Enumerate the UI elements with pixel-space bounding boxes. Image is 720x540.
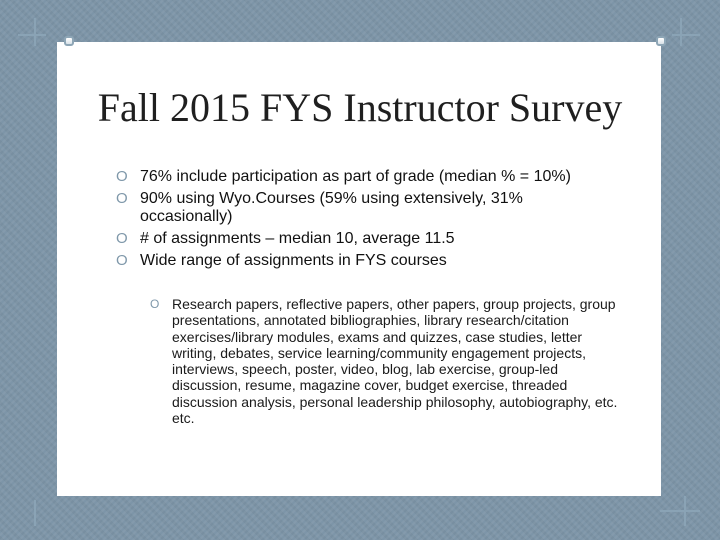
bullet-item bbox=[116, 230, 616, 248]
bullet-marker-icon: O bbox=[116, 168, 128, 185]
pin-icon-top-right bbox=[656, 36, 666, 46]
bullet-text: 90% using Wyo.Courses (59% using extensively, 31% occasionally) bbox=[140, 190, 523, 225]
bullet-item bbox=[116, 190, 616, 226]
corner-line-bottom-right-h bbox=[660, 510, 700, 512]
corner-line-top-left-h bbox=[18, 34, 46, 36]
bullet-list bbox=[116, 168, 616, 274]
bullet-item bbox=[116, 168, 616, 186]
corner-line-top-right-h bbox=[672, 34, 700, 36]
sub-bullet-text: Research papers, reflective papers, other papers, group projects, group presentations, annotated bibliographies, library research/citation exercises/library modules, exams and quizzes, case studies, letter writing, debates, service learning/community engagement projects, interviews, speech, poster, video, blog, lab exercise, group-led discussion, resume, magazine cover, budget exercise, threaded discussion analysis, personal leadership philosophy, autobiography, etc. etc. bbox=[172, 296, 618, 427]
bullet-text: Wide range of assignments in FYS courses bbox=[140, 252, 447, 269]
corner-line-top-left bbox=[34, 18, 36, 46]
bullet-marker-icon: O bbox=[116, 190, 128, 207]
bullet-text: # of assignments – median 10, average 11.5 bbox=[140, 230, 455, 247]
corner-line-top-right bbox=[680, 18, 682, 46]
slide-title: Fall 2015 FYS Instructor Survey bbox=[97, 85, 623, 130]
sub-bullet-marker-icon: O bbox=[150, 297, 160, 311]
bullet-text: 76% include participation as part of grade (median % = 10%) bbox=[140, 168, 571, 185]
corner-line-bottom-left bbox=[34, 500, 36, 526]
pin-icon-top-left bbox=[64, 36, 74, 46]
bullet-marker-icon: O bbox=[116, 252, 128, 269]
bullet-item bbox=[116, 252, 616, 270]
bullet-marker-icon: O bbox=[116, 230, 128, 247]
sub-bullet-item bbox=[150, 296, 627, 426]
